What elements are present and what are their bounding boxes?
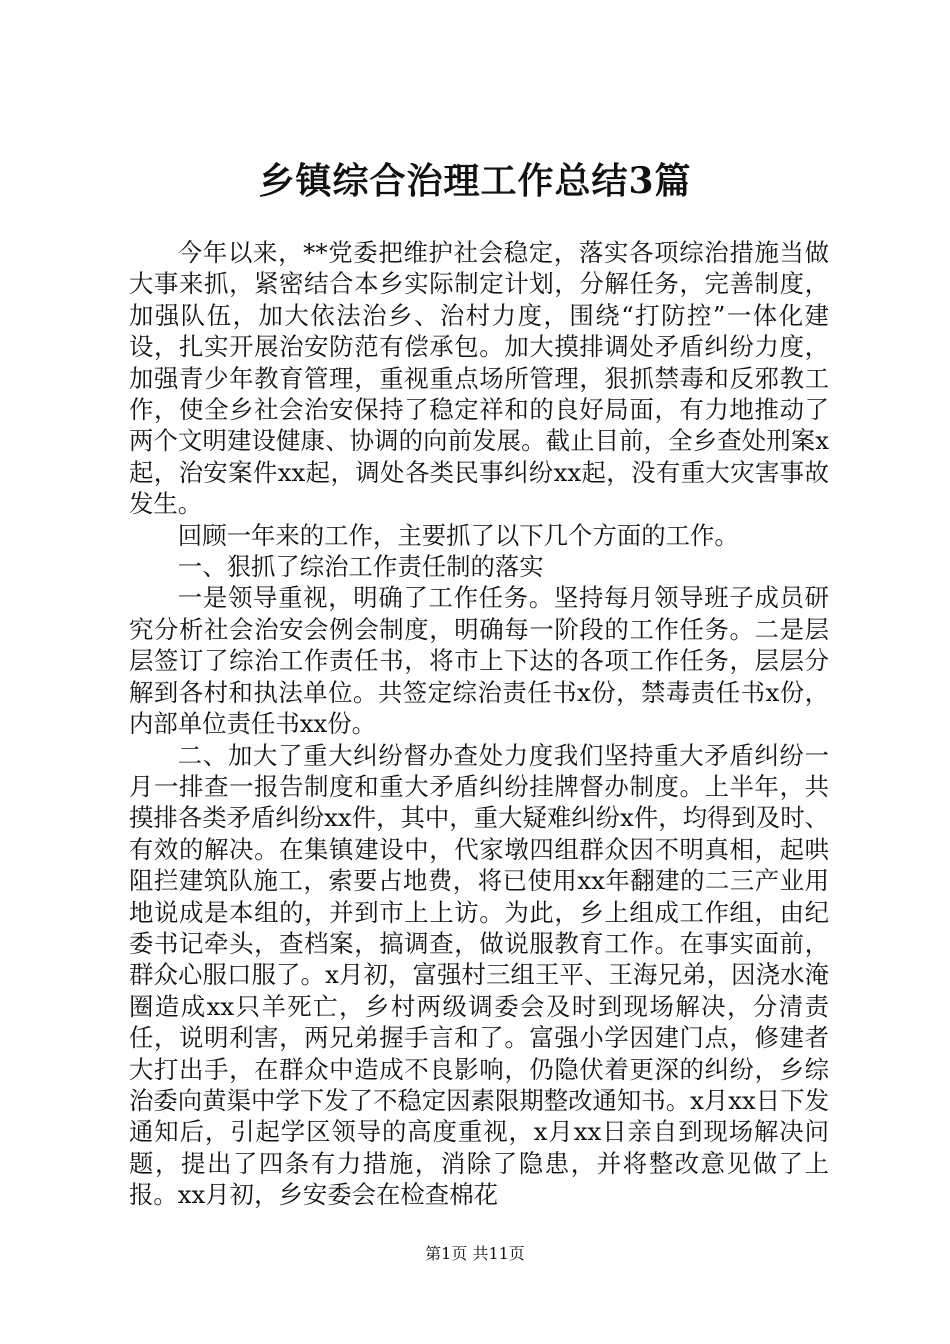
page-footer: 第1页 共11页	[425, 1244, 525, 1263]
section-heading-1: 一、狠抓了综治工作责任制的落实	[177, 552, 544, 582]
paragraph-review: 回顾一年来的工作，主要抓了以下几个方面的工作。	[177, 520, 739, 550]
paragraph-intro: 今年以来，**党委把维护社会稳定，落实各项综治措施当做大事来抓，紧密结合本乡实际制定计划，分解任务，完善制度，加强队伍，加大依法治乡、治村力度，围绕“打防控”一体化建设，扎实开展治安防范有偿承包。加大摸排调处矛盾纠纷力度，加强青少年教育管理，重视重点场所管理，狠抓禁毒和反邪教工作，使全乡社会治安保持了稳定祥和的良好局面，有力地推动了两个文明建设健康、协调的向前发展。截止目前，全乡查处刑案x起，治安案件xx起，调处各类民事纠纷xx起，没有重大灾害事故发生。	[129, 238, 829, 519]
paragraph-section-1: 一是领导重视，明确了工作任务。坚持每月领导班子成员研究分析社会治安会例会制度，明确每一阶段的工作任务。二是层层签订了综治工作责任书，将市上下达的各项工作任务，层层分解到各村和执法单位。共签定综治责任书x份，禁毒责任书x份，内部单位责任书xx份。	[129, 583, 829, 739]
document-body	[129, 237, 829, 1211]
paragraph-section-2: 二、加大了重大纠纷督办查处力度我们坚持重大矛盾纠纷一月一排查一报告制度和重大矛盾纠纷挂牌督办制度。上半年，共摸排各类矛盾纠纷xx件，其中，重大疑难纠纷x件，均得到及时、有效的解决。在集镇建设中，代家墩四组群众因不明真相，起哄阻拦建筑队施工，索要占地费，将已使用xx年翻建的二三产业用地说成是本组的，并到市上上访。为此，乡上组成工作组，由纪委书记牵头，查档案，搞调查，做说服教育工作。在事实面前，群众心服口服了。x月初，富强村三组王平、王海兄弟，因浇水淹圈造成xx只羊死亡，乡村两级调委会及时到现场解决，分清责任，说明利害，两兄弟握手言和了。富强小学因建门点，修建者大打出手，在群众中造成不良影响，仍隐伏着更深的纠纷，乡综治委向黄渠中学下发了不稳定因素限期整改通知书。x月xx日下发通知后，引起学区领导的高度重视，x月xx日亲自到现场解决问题，提出了四条有力措施，消除了隐患，并将整改意见做了上报。xx月初，乡安委会在检查棉花	[129, 740, 829, 1210]
document-title: 乡镇综合治理工作总结3篇	[258, 160, 692, 202]
